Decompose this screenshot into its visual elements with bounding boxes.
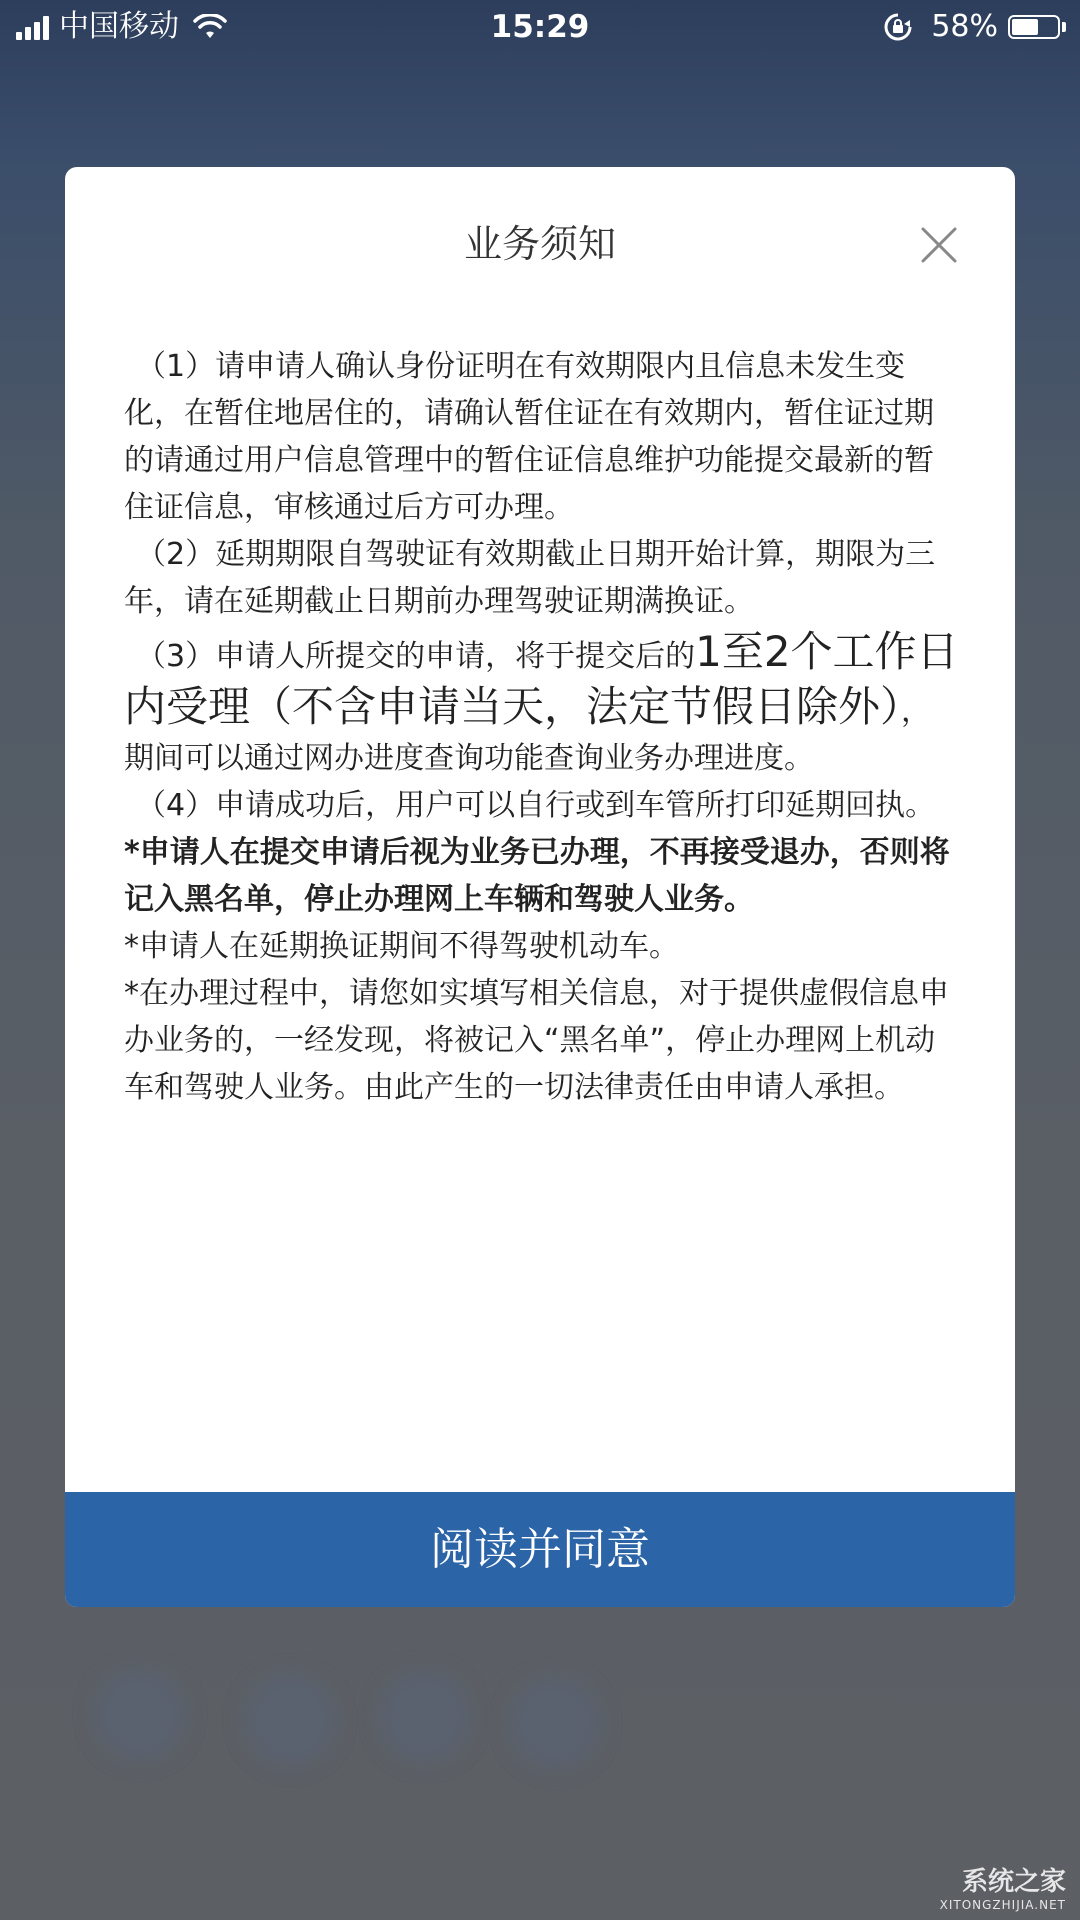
battery-percent: 58% [931, 9, 998, 44]
site-watermark [940, 1861, 1066, 1912]
notice-item-4: （4）申请成功后，用户可以自行或到车管所打印延期回执。 [136, 788, 936, 823]
carrier-name: 中国移动 [59, 9, 179, 44]
read-and-agree-button[interactable]: 阅读并同意 [65, 1492, 1015, 1607]
notice-warning-false-info: *在办理过程中，请您如实填写相关信息，对于提供虚假信息申办业务的，一经发现，将被记入“黑名单”，停止办理网上机动车和驾驶人业务。由此产生的一切法律责任由申请人承担。 [124, 976, 949, 1105]
close-icon[interactable] [919, 225, 959, 265]
notice-item-3 [124, 625, 960, 782]
notice-item-2: （2）延期期限自驾驶证有效期截止日期开始计算，期限为三年，请在延期截止日期前办理驾驶证期满换证。 [124, 537, 936, 619]
clock: 15:29 [490, 9, 590, 45]
notice-item-3-highlight: 1至2个工作日内受理（不含申请当天，法定节假日除外） [124, 627, 959, 731]
notice-warning-driving: *申请人在延期换证期间不得驾驶机动车。 [124, 929, 679, 964]
notice-body [124, 343, 960, 1111]
rotation-lock-icon [883, 12, 913, 42]
dialog-title: 业务须知 [463, 222, 616, 266]
battery-icon [1008, 15, 1060, 39]
blurred-background [0, 1650, 1080, 1770]
status-bar [0, 0, 1080, 56]
watermark-text: 系统之家 [961, 1867, 1066, 1897]
watermark-url: XITONGZHIJIA.NET [939, 1898, 1066, 1912]
notice-warning-bold: *申请人在提交申请后视为业务已办理，不再接受退办，否则将记入黑名单，停止办理网上车辆和驾驶人业务。 [124, 835, 950, 917]
notice-item-3-lead: （3）申请人所提交的申请，将于提交后的 [136, 639, 696, 674]
notice-item-3-tail: ，期间可以通过网办进度查询功能查询业务办理进度。 [124, 694, 932, 776]
business-notice-dialog [65, 167, 1015, 1607]
notice-item-1: （1）请申请人确认身份证明在有效期限内且信息未发生变化，在暂住地居住的，请确认暂住证在有效期内，暂住证过期的请通过用户信息管理中的暂住证信息维护功能提交最新的暂住证信息，审核通过后方可办理。 [124, 349, 934, 525]
